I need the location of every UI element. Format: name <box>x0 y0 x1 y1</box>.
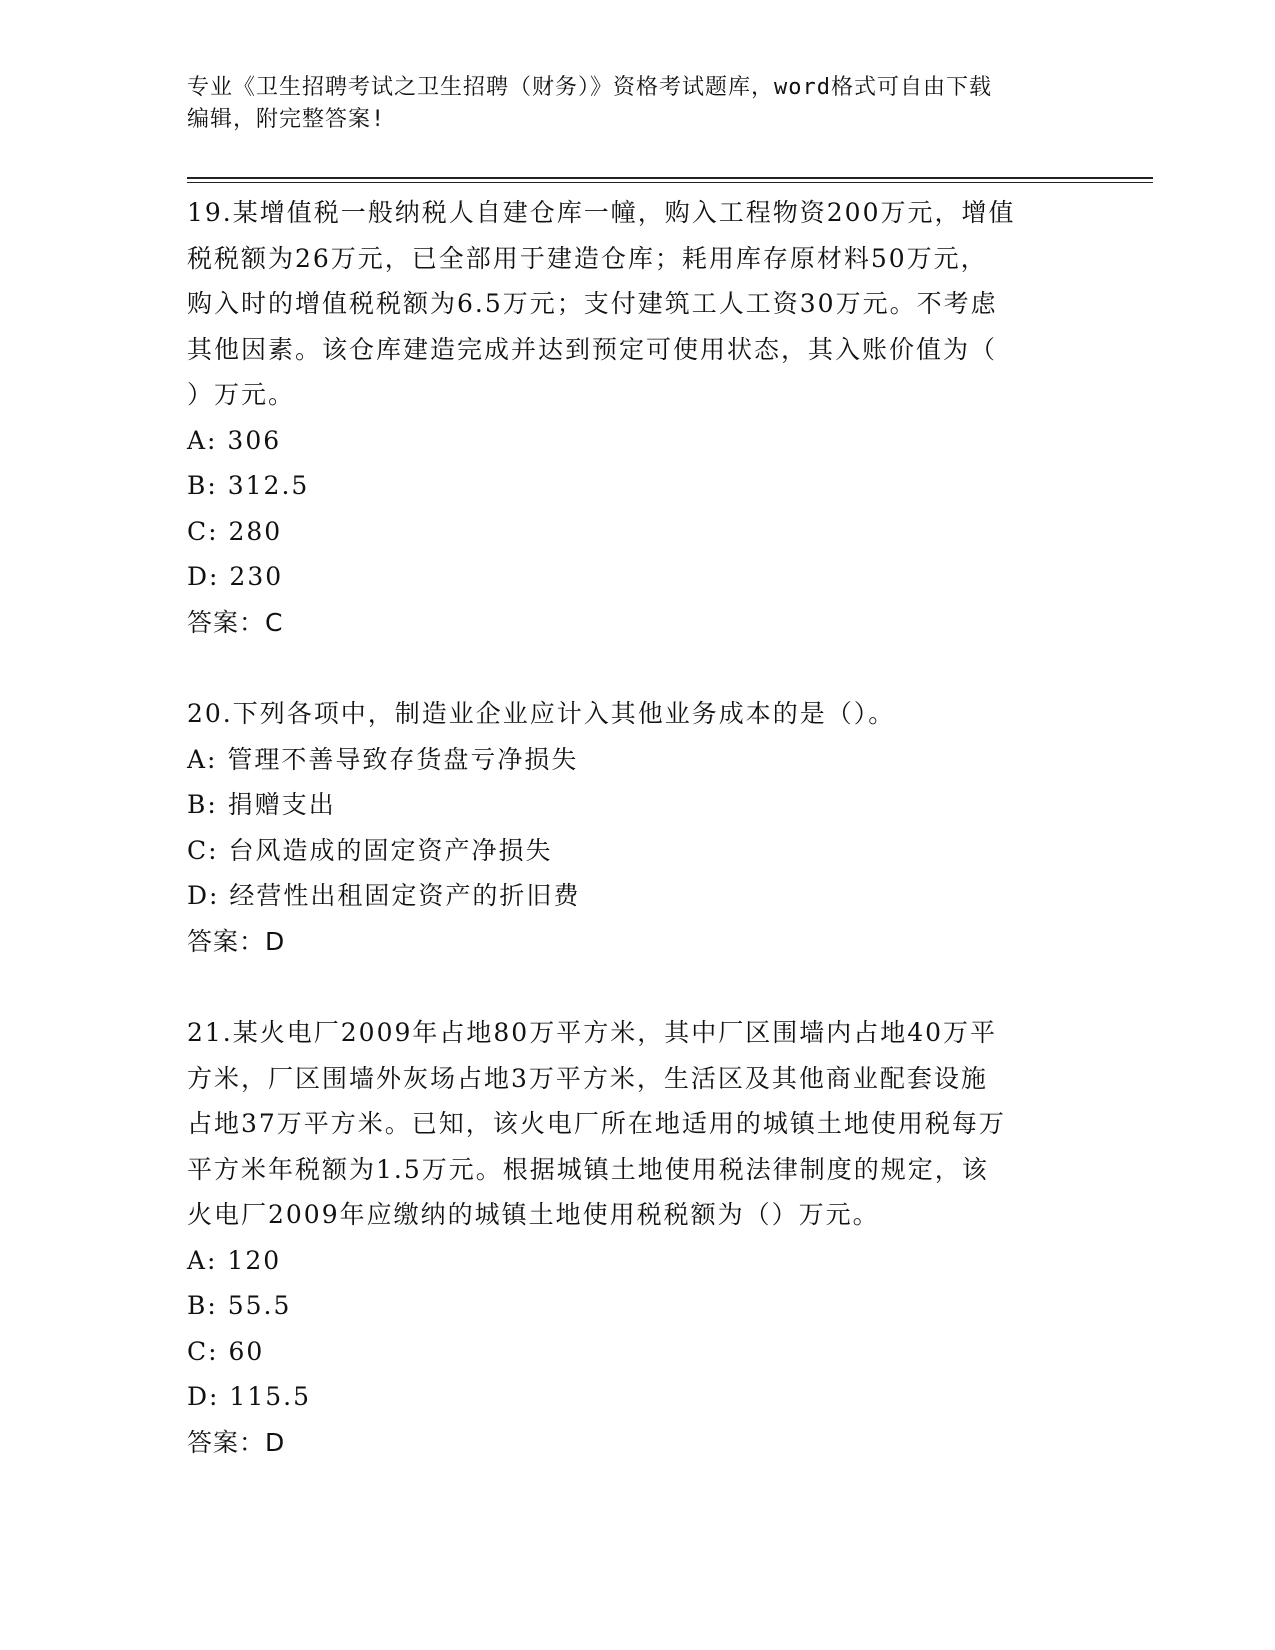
option-b: B: 312.5 <box>187 471 310 500</box>
question-stem-line: 火电厂2009年应缴纳的城镇土地使用税税额为（）万元。 <box>187 1200 880 1229</box>
document-header <box>187 72 1087 136</box>
header-divider-thin <box>187 182 1153 183</box>
option-c: C: 280 <box>187 516 283 546</box>
option-b: B: 捐赠支出 <box>187 790 336 819</box>
question-stem-line: 其他因素。该仓库建造完成并达到预定可使用状态，其入账价值为（ <box>187 334 998 364</box>
option-c: C: 60 <box>187 1336 265 1366</box>
question-stem-line: 方米，厂区围墙外灰场占地3万平方米，生活区及其他商业配套设施 <box>187 1063 988 1093</box>
answer-line: 答案：C <box>187 607 284 637</box>
question-19 <box>187 190 1087 645</box>
option-c: C: 台风造成的固定资产净损失 <box>187 835 553 865</box>
answer-line: 答案：D <box>187 1427 286 1457</box>
option-d: D: 230 <box>187 562 284 591</box>
header-line: 专业《卫生招聘考试之卫生招聘（财务）》资格考试题库，word格式可自由下载 <box>187 75 992 100</box>
question-stem-line: 平方米年税额为1.5万元。根据城镇土地使用税法律制度的规定，该 <box>187 1154 989 1184</box>
header-line: 编辑，附完整答案! <box>187 107 386 132</box>
question-stem-line: 税税额为26万元，已全部用于建造仓库；耗用库存原材料50万元， <box>187 243 988 273</box>
question-stem-line: 19.某增值税一般纳税人自建仓库一幢，购入工程物资200万元，增值 <box>187 198 1016 227</box>
question-stem-line: 购入时的增值税税额为6.5万元；支付建筑工人工资30万元。不考虑 <box>187 289 998 318</box>
question-20 <box>187 691 1087 964</box>
option-d: D: 经营性出租固定资产的折旧费 <box>187 881 581 910</box>
option-a: A: 120 <box>187 1245 282 1275</box>
question-stem-line: 21.某火电厂2009年占地80万平方米，其中厂区围墙内占地40万平 <box>187 1018 998 1047</box>
question-stem-line: ）万元。 <box>187 380 296 409</box>
question-stem-line: 20.下列各项中，制造业企业应计入其他业务成本的是（）。 <box>187 699 896 728</box>
option-a: A: 管理不善导致存货盘亏净损失 <box>187 744 579 774</box>
option-b: B: 55.5 <box>187 1291 292 1320</box>
header-divider-thick <box>187 177 1153 179</box>
question-stem-line: 占地37万平方米。已知，该火电厂所在地适用的城镇土地使用税每万 <box>187 1109 1006 1138</box>
answer-line: 答案：D <box>187 926 286 956</box>
option-d: D: 115.5 <box>187 1382 311 1411</box>
option-a: A: 306 <box>187 425 282 455</box>
question-list <box>187 190 1087 1511</box>
question-21 <box>187 1010 1087 1465</box>
